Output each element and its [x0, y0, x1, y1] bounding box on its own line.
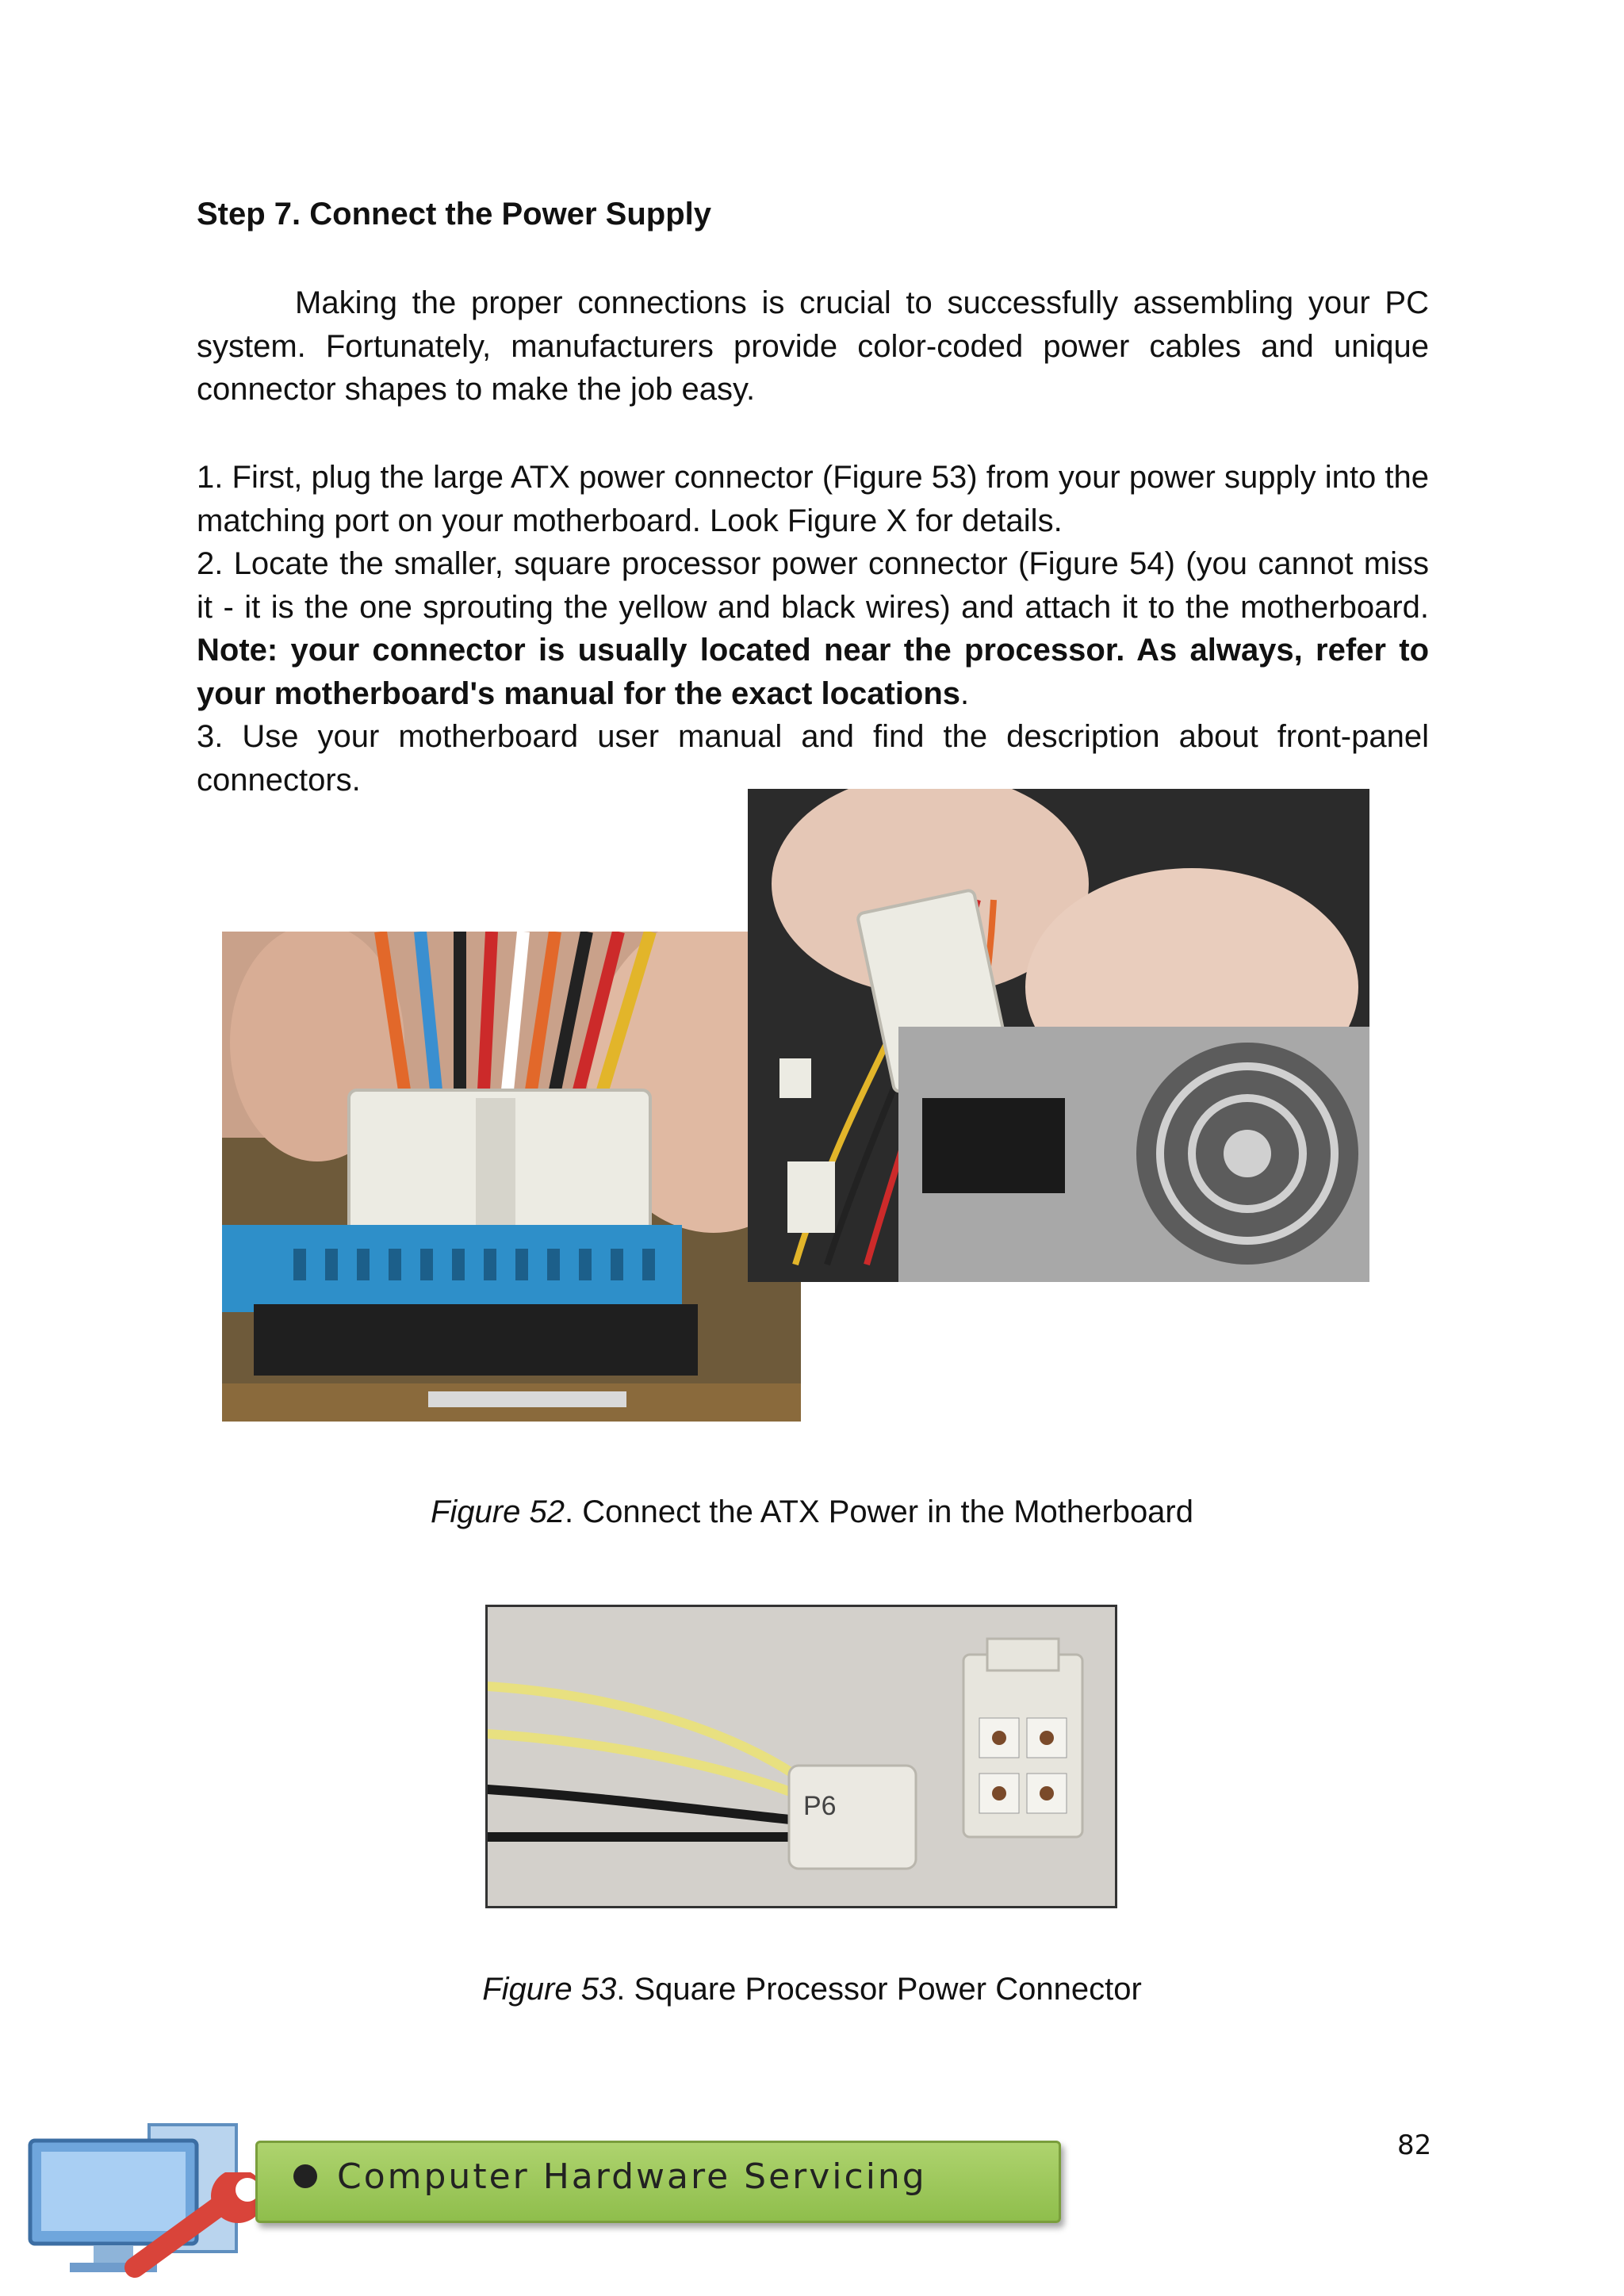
power-supply-photo [748, 789, 1369, 1282]
step-2-text: 2. Locate the smaller, square processor power connector (Figure 54) (you cannot miss it - it is the one sprouting the yellow and black wires) and attach it to the motherboard. [197, 546, 1429, 625]
step-1: 1. First, plug the large ATX power connector (Figure 53) from your power supply into the matching port on your motherboard. Look Figure X for details. [197, 460, 1429, 538]
atx-connector-photo [222, 932, 801, 1422]
section-heading: Step 7. Connect the Power Supply [197, 197, 711, 232]
figure-53-caption [0, 1972, 1624, 2007]
step-3: 3. Use your motherboard user manual and find the description about front-panel connectors. [197, 719, 1429, 798]
bullet-icon [293, 2164, 317, 2188]
processor-connector-photo [485, 1605, 1117, 1908]
figure-53-text: . Square Processor Power Connector [616, 1972, 1142, 2007]
connector-label: P6 [803, 1791, 837, 1821]
step-2-end: . [960, 675, 970, 711]
wrench-icon [119, 2172, 278, 2283]
step-2-note: Note: your connector is usually located near the processor. As always, refer to your motherboard's manual for the exact locations [197, 633, 1429, 711]
figure-52-caption [0, 1494, 1624, 1530]
figure-52-label: Figure 52 [430, 1494, 565, 1529]
figure-52-text: . Connect the ATX Power in the Motherboard [564, 1494, 1193, 1529]
banner-title: Computer Hardware Servicing [337, 2156, 927, 2197]
steps-list [197, 456, 1429, 802]
figure-53-label: Figure 53 [482, 1972, 617, 2007]
power-supply-illustration [748, 789, 1369, 1282]
atx-connector-illustration [222, 932, 801, 1422]
step-2 [197, 542, 1429, 715]
intro-paragraph: Making the proper connections is crucial to successfully assembling your PC system. Fortunately, manufacturers provide color-coded power cables and unique connector shapes to make the job easy. [197, 285, 1429, 407]
processor-connector-illustration [488, 1607, 1115, 1906]
page-number: 82 [1397, 2130, 1432, 2161]
